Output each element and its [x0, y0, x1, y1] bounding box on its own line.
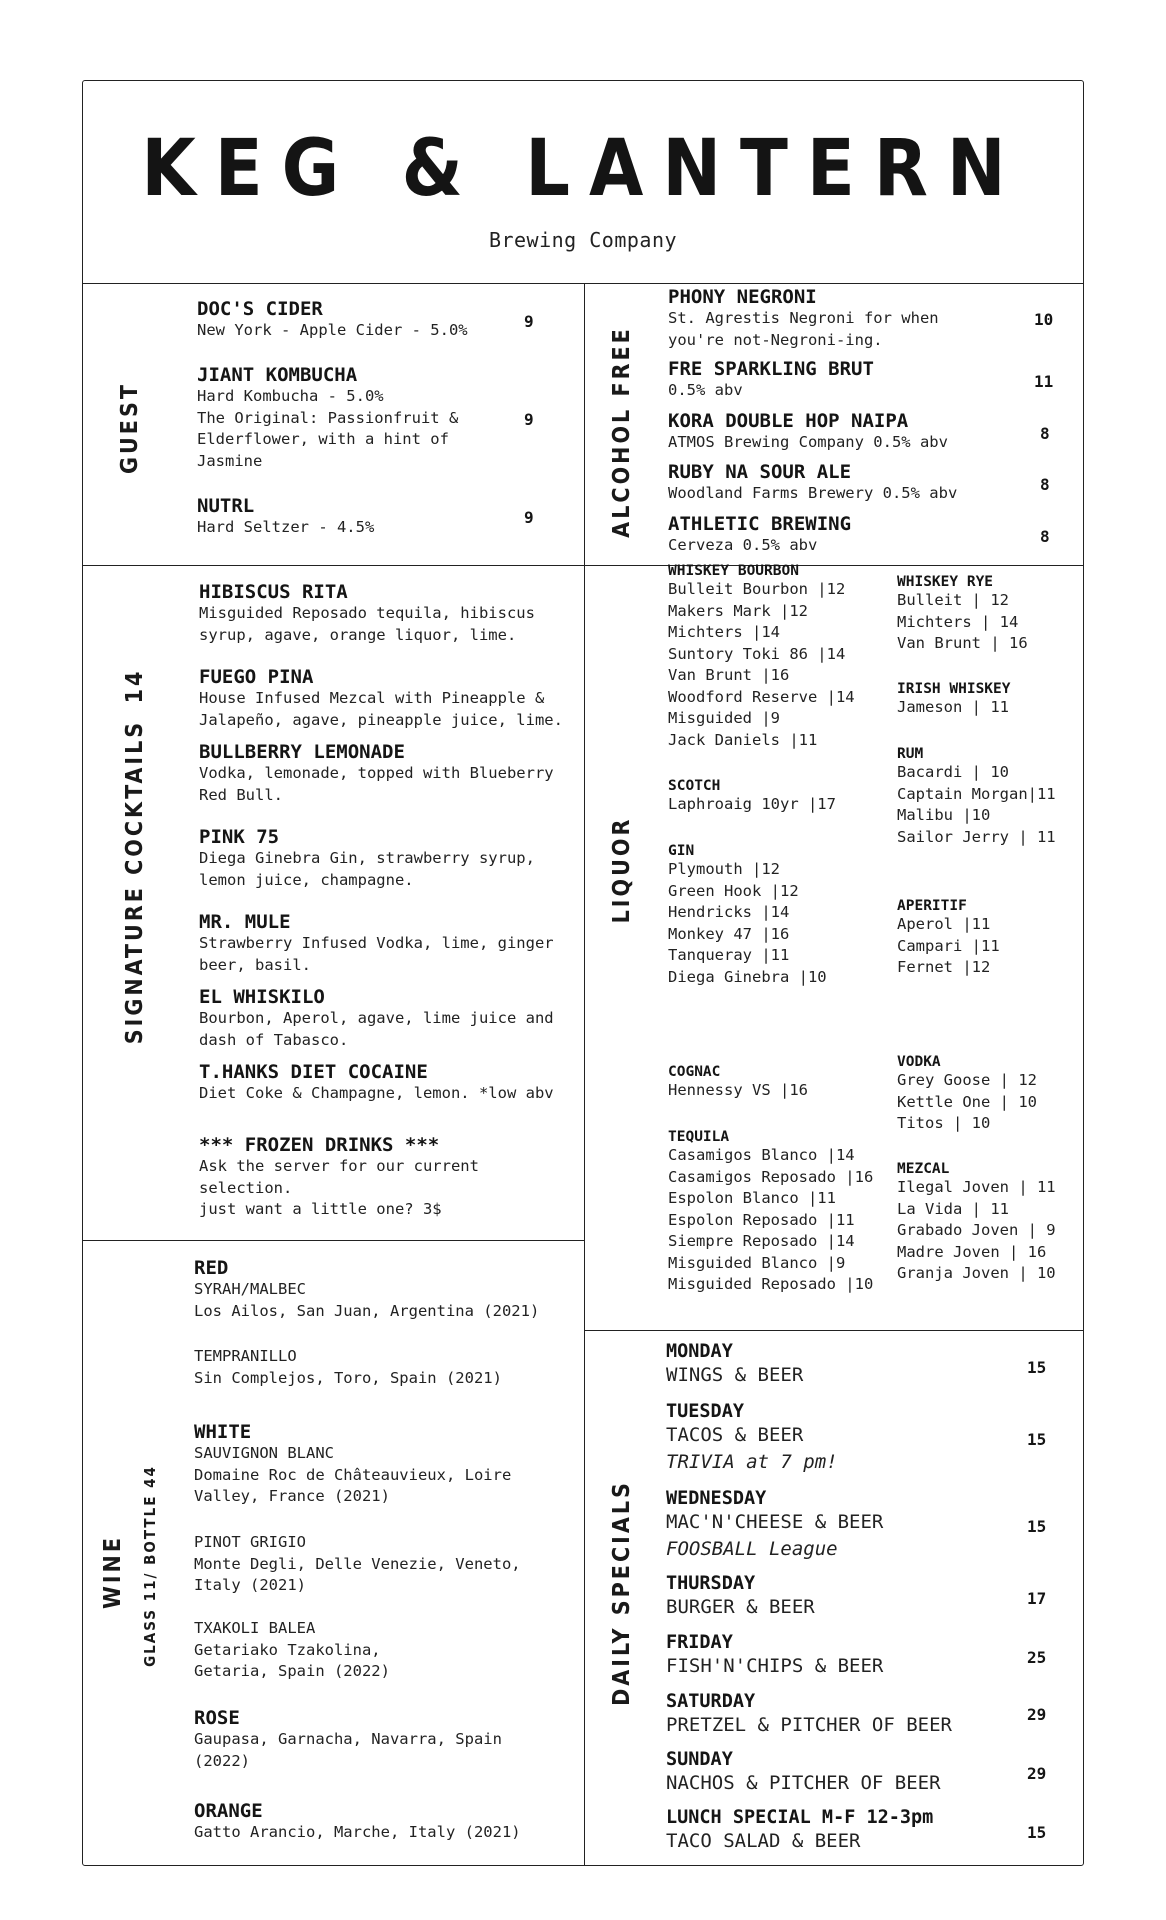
item-price: 8	[1040, 424, 1050, 443]
menu-item: *** FROZEN DRINKS *** Ask the server for our current selection. just want a little one? 3$	[199, 1134, 479, 1218]
center-divider	[584, 283, 585, 1866]
liquor-group: VODKA Grey Goose | 12 Kettle One | 10 Titos | 10	[897, 1054, 1037, 1132]
wine-section-label: WINE	[100, 1535, 126, 1609]
special-row: WEDNESDAY MAC'N'CHEESE & BEER FOOSBALL League	[666, 1488, 884, 1560]
special-row: FRIDAY FISH'N'CHIPS & BEER	[666, 1632, 884, 1677]
wine-entry: TXAKOLI BALEA Getariako Tzakolina, Getaria, Spain (2022)	[194, 1619, 390, 1680]
menu-item: JIANT KOMBUCHA Hard Kombucha - 5.0% The Original: Passionfruit & Elderflower, with a hint of Jasmine	[197, 364, 459, 470]
menu-item: PINK 75 Diega Ginebra Gin, strawberry syrup, lemon juice, champagne.	[199, 826, 535, 889]
guest-section-label: GUEST	[117, 382, 143, 474]
special-price: 29	[1027, 1764, 1047, 1783]
menu-item: MR. MULE Strawberry Infused Vodka, lime, ginger beer, basil.	[199, 911, 554, 974]
special-price: 17	[1027, 1589, 1047, 1608]
liquor-group: MEZCAL Ilegal Joven | 11 La Vida | 11 Grabado Joven | 9 Madre Joven | 16 Granja Joven | 10	[897, 1161, 1056, 1282]
liquor-group: RUM Bacardi | 10 Captain Morgan|11 Malibu |10 Sailor Jerry | 11	[897, 746, 1056, 846]
special-price: 25	[1027, 1648, 1047, 1667]
menu-item: HIBISCUS RITA Misguided Reposado tequila, hibiscus syrup, agave, orange liquor, lime.	[199, 581, 535, 644]
menu-item: PHONY NEGRONI St. Agrestis Negroni for when you're not-Negroni-ing.	[668, 286, 939, 349]
special-row: THURSDAY BURGER & BEER	[666, 1573, 815, 1618]
liquor-group: COGNAC Hennessy VS |16	[668, 1064, 808, 1099]
liquor-group: GIN Plymouth |12 Green Hook |12 Hendricks |14 Monkey 47 |16 Tanqueray |11 Diega Ginebra |10	[668, 843, 827, 986]
page-subtitle: Brewing Company	[488, 228, 678, 252]
liquor-group: APERITIF Aperol |11 Campari |11 Fernet |12	[897, 898, 1000, 976]
liquor-group: TEQUILA Casamigos Blanco |14 Casamigos Reposado |16 Espolon Blanco |11 Espolon Reposado |11 Siempre Reposado |14 Misguided Blanco |9 Misguided Reposado |10	[668, 1129, 874, 1293]
header-divider	[83, 283, 1083, 284]
special-row: LUNCH SPECIAL M-F 12-3pm TACO SALAD & BEER	[666, 1807, 934, 1852]
menu-item: BULLBERRY LEMONADE Vodka, lemonade, topped with Blueberry Red Bull.	[199, 741, 554, 804]
menu-item: FUEGO PINA House Infused Mezcal with Pineapple & Jalapeño, agave, pineapple juice, lime.	[199, 666, 563, 729]
wine-category: ORANGE Gatto Arancio, Marche, Italy (2021)	[194, 1800, 521, 1841]
menu-item: RUBY NA SOUR ALE Woodland Farms Brewery 0.5% abv	[668, 461, 958, 502]
menu-item: DOC'S CIDER New York - Apple Cider - 5.0%	[197, 298, 468, 339]
wine-category: RED SYRAH/MALBEC Los Ailos, San Juan, Argentina (2021)	[194, 1257, 540, 1320]
page-title: KEG & LANTERN	[141, 124, 1025, 214]
liquor-group: WHISKEY BOURBON Bulleit Bourbon |12 Makers Mark |12 Michters |14 Suntory Toki 86 |14 Van Brunt |16 Woodford Reserve |14 Misguided |9 Jack Daniels |11	[668, 563, 855, 749]
item-price: 8	[1040, 475, 1050, 494]
special-price: 29	[1027, 1705, 1047, 1724]
liquor-group: WHISKEY RYE Bulleit | 12 Michters | 14 Van Brunt | 16	[897, 574, 1028, 652]
item-price: 9	[524, 312, 534, 331]
wine-entry: PINOT GRIGIO Monte Degli, Delle Venezie, Veneto, Italy (2021)	[194, 1533, 521, 1594]
wine-category: ROSE Gaupasa, Garnacha, Navarra, Spain (2022)	[194, 1707, 502, 1770]
menu-item: ATHLETIC BREWING Cerveza 0.5% abv	[668, 513, 852, 554]
alcohol-free-section-label: ALCOHOL FREE	[609, 326, 635, 538]
special-row: SATURDAY PRETZEL & PITCHER OF BEER	[666, 1691, 952, 1736]
item-price: 9	[524, 508, 534, 527]
item-price: 10	[1034, 310, 1054, 329]
special-price: 15	[1027, 1430, 1047, 1449]
special-row: MONDAY WINGS & BEER	[666, 1341, 804, 1386]
special-price: 15	[1027, 1358, 1047, 1377]
cocktails-price: 14	[122, 668, 148, 704]
special-price: 15	[1027, 1823, 1047, 1842]
wine-category: WHITE SAUVIGNON BLANC Domaine Roc de Châteauvieux, Loire Valley, France (2021)	[194, 1421, 512, 1505]
special-price: 15	[1027, 1517, 1047, 1536]
liquor-divider	[584, 1330, 1084, 1331]
liquor-group: IRISH WHISKEY Jameson | 11	[897, 681, 1011, 716]
item-price: 11	[1034, 372, 1054, 391]
wine-entry: TEMPRANILLO Sin Complejos, Toro, Spain (2021)	[194, 1347, 502, 1387]
menu-item: EL WHISKILO Bourbon, Aperol, agave, lime juice and dash of Tabasco.	[199, 986, 554, 1049]
special-row: SUNDAY NACHOS & PITCHER OF BEER	[666, 1749, 941, 1794]
special-row: TUESDAY TACOS & BEER TRIVIA at 7 pm!	[666, 1401, 838, 1473]
liquor-section-label: LIQUOR	[609, 816, 635, 924]
item-price: 9	[524, 410, 534, 429]
liquor-group: SCOTCH Laphroaig 10yr |17	[668, 778, 836, 813]
wine-pricing-label: GLASS 11/ BOTTLE 44	[141, 1465, 159, 1667]
guest-divider	[83, 565, 584, 566]
menu-item: T.HANKS DIET COCAINE Diet Coke & Champagne, lemon. *low abv	[199, 1061, 554, 1102]
cocktails-section-label: SIGNATURE COCKTAILS	[122, 719, 148, 1045]
daily-specials-section-label: DAILY SPECIALS	[609, 1480, 635, 1706]
item-price: 8	[1040, 527, 1050, 546]
menu-item: KORA DOUBLE HOP NAIPA ATMOS Brewing Company 0.5% abv	[668, 410, 948, 451]
cocktails-divider	[83, 1240, 584, 1241]
menu-item: NUTRL Hard Seltzer - 4.5%	[197, 495, 375, 536]
menu-item: FRE SPARKLING BRUT 0.5% abv	[668, 358, 874, 399]
